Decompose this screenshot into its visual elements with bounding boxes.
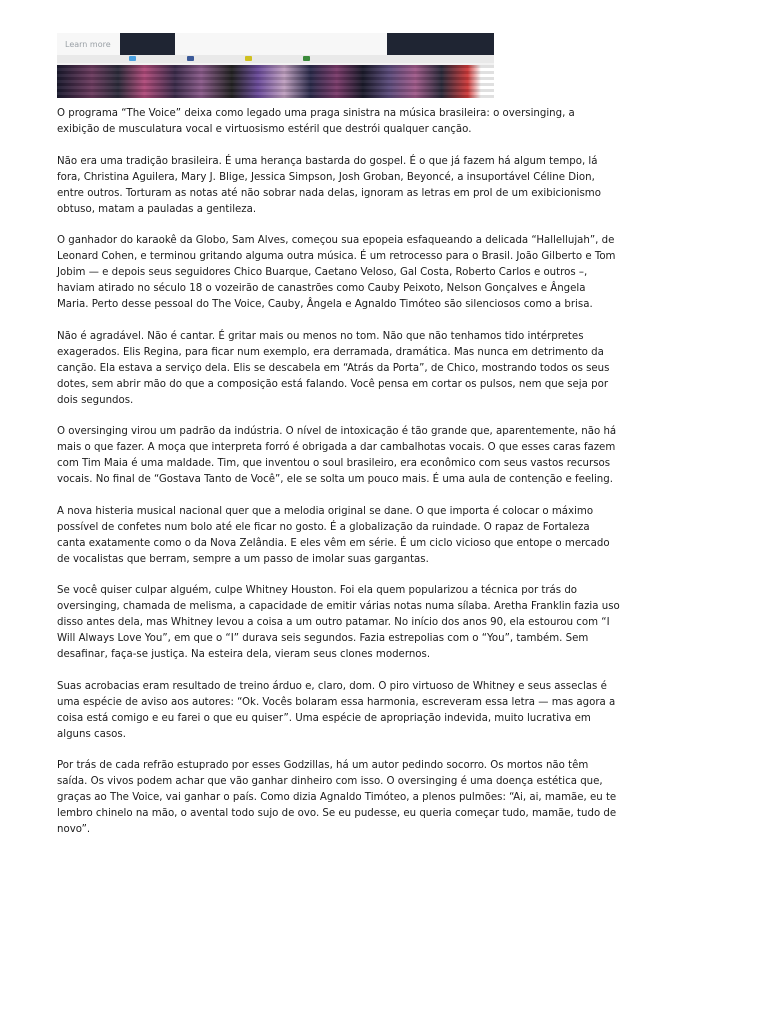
paragraph: Não era uma tradição brasileira. É uma herança bastarda do gospel. É o que já fazem há algum tempo, lá fora, Christina Aguilera, Mary J. Blige, Jessica Simpson, Josh Groban, Beyoncé, a insuportável Céline Dion, entre outros. Torturam as notas até não sobrar nada delas, ignoram as letras em prol de um exibicionismo obtuso, matam a pauladas a gentileza. [57,155,601,215]
paragraph: O ganhador do karaokê da Globo, Sam Alves, começou sua epopeia esfaqueando a delicada “Hallellujah”, de Leonard Cohen, e terminou gritando alguma outra música. É um retrocesso para o Brasil. João Gilberto e Tom Jobim — e depois seus seguidores Chico Buarque, Caetano Veloso, Gal Costa, Roberto Carlos e outros –, haviam atirado no século 18 o vozeirão de canastrões como Cauby Peixoto, Nelson Gonçalves e Ângela Maria. Perto desse pessoal do The Voice, Cauby, Ângela e Agnaldo Timóteo são silenciosos como a brisa. [57,235,616,310]
share-icon[interactable] [129,56,136,61]
share-icon[interactable] [187,56,194,61]
paragraph: O oversinging virou um padrão da indústria. O nível de intoxicação é tão grande que, aparentemente, não há mais o que fazer. A moça que interpreta forró é obrigada a dar cambalhotas vocais. O que esses caras fazem com Tim Maia é uma maldade. Tim, que inventou o soul brasileiro, era econômico com seus vastos recursos vocais. No final de “Gostava Tanto de Você”, ele se solta um pouco mais. É uma aula de contenção e feeling. [57,426,617,485]
paragraph: A nova histeria musical nacional quer que a melodia original se dane. O que importa é colocar o máximo possível de confetes num bolo até ele ficar no gosto. É a globalização da ruindade. O rapaz de Fortaleza canta exatamente como o da Nova Zelândia. E eles vêm em série. É um ciclo vicioso que entope o mercado de vocalistas que berram, sempre a um passo de imolar suas gargantas. [57,505,610,565]
paragraph: Não é agradável. Não é cantar. É gritar mais ou menos no tom. Não que não tenhamos tido intérpretes exagerados. Elis Regina, para ficar num exemplo, era derramada, dramática. Mas nunca em detrimento da canção. Ela estava a serviço dela. Elis se descabela em “Atrás da Porta”, de Chico, mostrando todos os seus dotes, sem abrir mão do que a composição está falando. Você pensa em cortar os pulsos, nem que seja por dois segundos. [57,330,610,406]
paragraph: O programa “The Voice” deixa como legado uma praga sinistra na música brasileira: o oversinging, a exibição de musculatura vocal e virtuosismo estéril que destrói qualquer canção. [57,108,575,135]
share-icon[interactable] [303,56,310,61]
article-body [57,106,620,854]
share-icon[interactable] [245,56,252,61]
paragraph: Suas acrobacias eram resultado de treino árduo e, claro, dom. O piro virtuoso de Whitney e seus asseclas é uma espécie de aviso aos autores: “Ok. Vocês bolaram essa harmonia, escreveram essa letra — mas agora a coisa está comigo e eu farei o que eu quiser”. Uma espécie de apropriação indevida, muito lucrativa em alguns casos. [57,680,616,740]
ad-divider [57,55,494,63]
paragraph: Por trás de cada refrão estuprado por esses Godzillas, há um autor pedindo socorro. Os mortos não têm saída. Os vivos podem achar que vão ganhar dinheiro com isso. O oversinging é uma doença estética que, graças ao The Voice, vai ganhar o país. Como dizia Agnaldo Timóteo, a plenos pulmões: “Ai, ai, mamãe, eu te lembro chinelo na mão, o avental todo sujo de ovo. Se eu pudesse, eu queria começar tudo, mamãe, tudo de novo”. [57,760,617,835]
ad-dark-panel [120,33,175,55]
ad-image-strip[interactable] [57,65,494,98]
paragraph: Se você quiser culpar alguém, culpe Whitney Houston. Foi ela quem popularizou a técnica por trás do oversinging, chamada de melisma, a capacidade de emitir várias notas numa sílaba. Aretha Franklin fazia uso disso antes dela, mas Whitney levou a coisa a um outro patamar. No início dos anos 90, ela estourou com “I Will Always Love You”, em que o “I” durava seis segundos. Fazia estrepolias com o “You”, também. Sem desafinar, faça-se justiça. Na esteira dela, vieram seus clones modernos. [57,585,620,660]
ad-banner[interactable] [57,33,494,98]
learn-more-link[interactable]: Learn more [65,40,111,49]
ad-dark-panel [387,33,494,55]
